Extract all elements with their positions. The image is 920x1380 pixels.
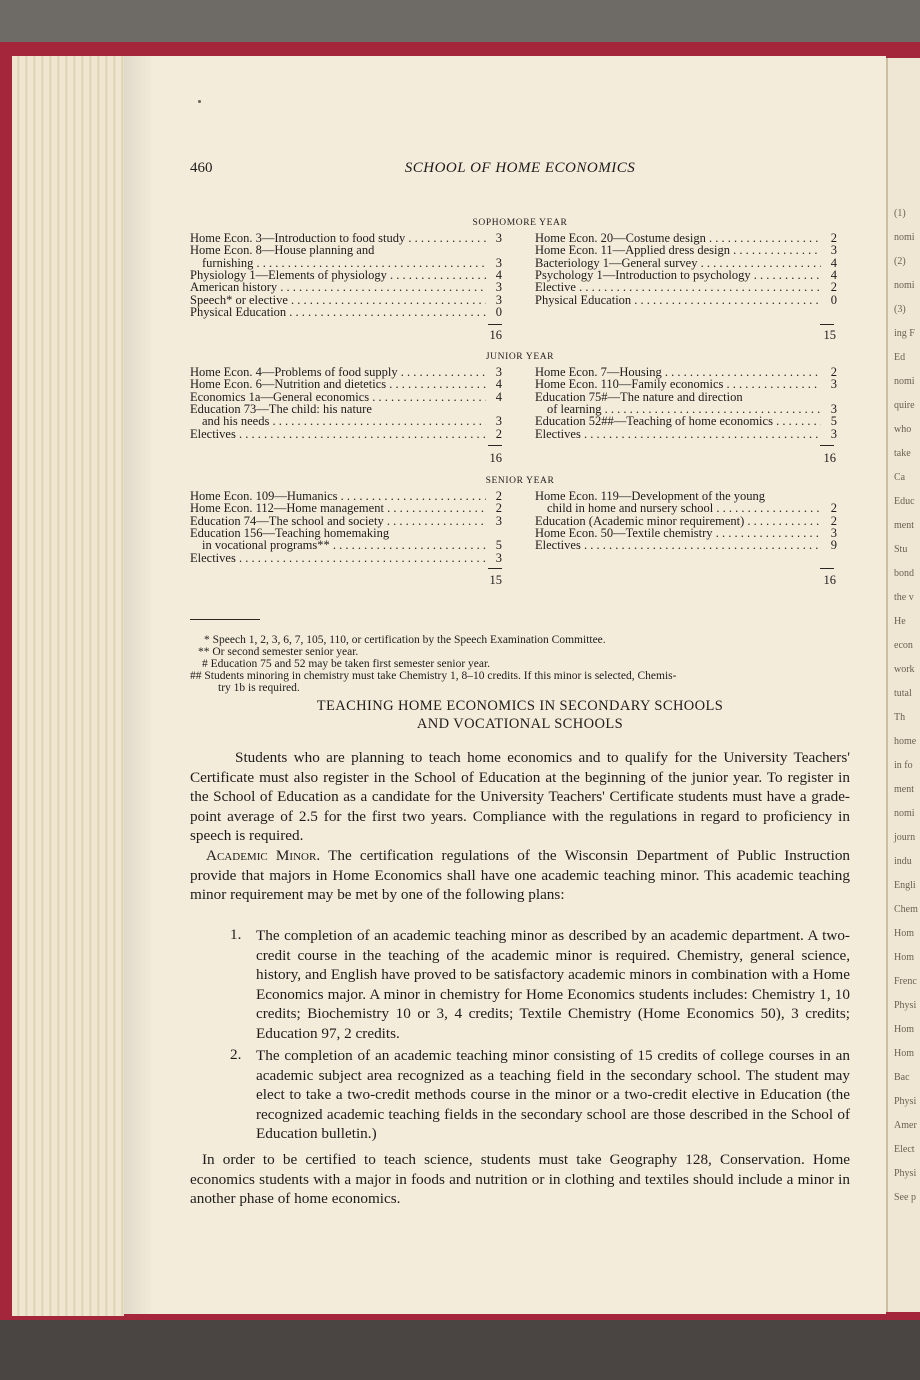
sophomore-right-total-rule	[820, 324, 834, 325]
plan-text: The completion of an academic teaching minor as described by an academic department. A two-credit course in the teaching of the academic minor is required. Chemistry, general science, history, and English have proved to be satisfactory academic minors in combination with a Home Economics major. A minor in chemistry for Home Economics students includes: Chemistry 1, 10 credits; Biochemistry 10 or 3, 4 credits; Textile Chemistry (Home Economics 50), 3 credits; Education 97, 2 credits.	[256, 927, 850, 1042]
course-credits: 9	[830, 538, 837, 553]
course-row	[190, 428, 502, 441]
course-title: Education 156—Teaching homemaking	[190, 526, 390, 540]
facing-page-fragment: indu	[894, 856, 912, 867]
course-row	[535, 539, 837, 552]
section-heading: TEACHING HOME ECONOMICS IN SECONDARY SCHOOLS	[316, 698, 724, 714]
course-credits: 3	[495, 513, 502, 528]
course-credits: 3	[495, 365, 502, 379]
facing-page-fragment: He	[894, 616, 906, 627]
course-credits: 4	[830, 267, 837, 282]
junior-right-total: 16	[823, 451, 836, 465]
facing-page-fragment: Engli	[894, 880, 916, 891]
facing-page-fragment: Hom	[894, 952, 914, 963]
course-title: Home Econ. 8—House planning and	[190, 244, 375, 258]
course-row	[190, 378, 502, 391]
intro-paragraph: Students who are planning to teach home economics and to qualify for the University Teachers' Certificate must also register in the School of Education at the beginning of the junior year. To register in the School of Education as a candidate for the University Teachers' Certificate students must have a grade-point average of 2.5 for the first two years. Compliance with the regulations in regard to proficiency in speech is required.	[190, 749, 850, 845]
course-title: Electives . . .	[535, 428, 821, 441]
course-title: Home Econ. 119—Development of the young	[535, 490, 766, 503]
facing-page-fragment: Physi	[894, 1168, 917, 1179]
course-title: Electives . . .	[535, 539, 821, 552]
course-row	[190, 403, 502, 416]
junior-year-header: JUNIOR YEAR	[485, 352, 555, 362]
course-title: Home Econ. 4—Problems of food supply . . .	[190, 366, 486, 379]
course-row	[535, 281, 837, 294]
facing-page-fragment: Hom	[894, 928, 914, 939]
course-credits: 0	[495, 304, 502, 319]
course-title: Home Econ. 11—Applied dress design . . .	[535, 244, 821, 257]
senior-right-total-rule	[820, 568, 834, 569]
course-row	[190, 515, 502, 528]
course-credits: 3	[495, 550, 502, 565]
sophomore-right-total: 15	[823, 328, 836, 342]
senior-right-total: 16	[823, 573, 836, 587]
course-row	[190, 490, 502, 503]
facing-page-fragment: nomi	[894, 280, 915, 291]
course-title: Psychology 1—Introduction to psychology . . .	[535, 269, 821, 282]
course-title: Home Econ. 110—Family economics . . .	[535, 378, 821, 391]
course-title: Electives . . .	[190, 428, 486, 441]
course-title: Home Econ. 3—Introduction to food study . . .	[190, 232, 486, 245]
facing-page-fragment: Hom	[894, 1048, 914, 1059]
course-title: of learning . . .	[535, 403, 821, 416]
page-number: 460	[190, 160, 213, 176]
course-credits: 3	[495, 414, 502, 429]
course-title: Physical Education . . .	[190, 306, 486, 319]
facing-page-fragment: Chem	[894, 904, 918, 915]
course-credits: 4	[495, 377, 502, 392]
facing-page-fragment: Th	[894, 712, 906, 723]
facing-page-fragment: Bac	[894, 1072, 910, 1083]
course-row	[535, 366, 837, 379]
course-title: Education 73—The child: his nature	[190, 402, 372, 416]
course-row	[535, 257, 837, 270]
facing-page-fragment: Physi	[894, 1096, 917, 1107]
facing-page-fragment: home	[894, 736, 917, 747]
course-title: Education (Academic minor requirement) . . .	[535, 515, 821, 528]
course-row	[535, 428, 837, 441]
course-credits: 2	[495, 489, 502, 503]
course-row	[535, 294, 837, 307]
facing-page-fragment: in fo	[894, 760, 913, 771]
course-row	[190, 527, 502, 540]
facing-page-fragment: Amer	[894, 1120, 917, 1131]
course-title: Physiology 1—Elements of physiology . . .	[190, 269, 486, 282]
course-row	[190, 415, 502, 428]
course-row	[190, 366, 502, 379]
course-row	[535, 515, 837, 528]
course-row	[190, 281, 502, 294]
footnote: try 1b is required.	[218, 682, 300, 694]
facing-page-fragment: the v	[894, 592, 914, 603]
sophomore-left-total: 16	[489, 328, 502, 342]
course-title: Electives . . .	[190, 552, 486, 565]
sophomore-left-total-rule	[488, 324, 502, 325]
course-title: Economics 1a—General economics . . .	[190, 391, 486, 404]
course-row	[535, 244, 837, 257]
course-credits: 4	[495, 267, 502, 282]
course-row	[190, 232, 502, 245]
facing-page-fragment: tutal	[894, 688, 912, 699]
course-credits: 2	[830, 280, 837, 295]
facing-page-fragment: quire	[894, 400, 915, 411]
course-credits: 2	[830, 501, 837, 516]
course-row	[535, 391, 837, 404]
course-row	[190, 257, 502, 270]
academic-minor-paragraph	[190, 846, 850, 905]
plan-number: 1.	[230, 926, 242, 943]
course-credits: 3	[830, 525, 837, 540]
facing-page-fragment: nomi	[894, 376, 915, 387]
facing-page-fragment: ment	[894, 784, 914, 795]
course-credits: 3	[495, 255, 502, 270]
course-credits: 2	[495, 501, 502, 516]
course-credits: 3	[495, 292, 502, 307]
facing-page-fragment: journ	[894, 832, 916, 843]
course-credits: 3	[830, 377, 837, 392]
course-title: Home Econ. 50—Textile chemistry . . .	[535, 527, 821, 540]
course-title: Home Econ. 109—Humanics . . .	[190, 490, 486, 503]
course-row	[190, 244, 502, 257]
course-row	[190, 391, 502, 404]
course-credits: 4	[495, 389, 502, 404]
facing-page-fragment: (1)	[894, 208, 906, 219]
course-title: American history . . .	[190, 281, 486, 294]
facing-page-fragment: Ed	[894, 352, 906, 363]
facing-page-fragment: Educ	[894, 496, 915, 507]
footnote: * Speech 1, 2, 3, 6, 7, 105, 110, or certification by the Speech Examination Committee.	[204, 634, 606, 646]
facing-page-fragment: Stu	[894, 544, 908, 555]
course-row	[535, 415, 837, 428]
course-row	[535, 232, 837, 245]
course-credits: 2	[830, 231, 837, 245]
junior-left-total: 16	[489, 451, 502, 465]
course-title: Education 52##—Teaching of home economics . . .	[535, 415, 821, 428]
closing-paragraph: In order to be certified to teach science, students must take Geography 128, Conservation. Home economics students with a major in foods and nutrition or in clothing and textiles should include a minor in another phase of home economics.	[190, 1151, 850, 1208]
course-row	[190, 552, 502, 565]
facing-page-fragment: take	[894, 448, 911, 459]
course-row	[190, 306, 502, 319]
facing-page-fragment: Frenc	[894, 976, 917, 987]
course-credits: 3	[495, 280, 502, 295]
course-row	[190, 502, 502, 515]
facing-page-fragment: Elect	[894, 1144, 915, 1155]
facing-page-fragment: See p	[894, 1192, 916, 1203]
course-title: furnishing . . .	[190, 257, 486, 270]
footnote: # Education 75 and 52 may be taken first semester senior year.	[202, 658, 491, 670]
course-credits: 5	[830, 414, 837, 429]
course-credits: 3	[830, 243, 837, 258]
footnote: ## Students minoring in chemistry must take Chemistry 1, 8–10 credits. If this minor is selected, Chemis-	[190, 670, 677, 682]
facing-page-fragment: work	[894, 664, 915, 675]
senior-left-total: 15	[489, 573, 502, 587]
course-title: Home Econ. 20—Costume design . . .	[535, 232, 821, 245]
course-title: Home Econ. 7—Housing . . .	[535, 366, 821, 379]
senior-year-header: SENIOR YEAR	[485, 476, 555, 486]
facing-page-fragment: econ	[894, 640, 913, 651]
course-row	[535, 490, 837, 503]
facing-page-fragment: nomi	[894, 808, 915, 819]
course-credits: 4	[830, 255, 837, 270]
course-row	[190, 294, 502, 307]
facing-page-fragment: bond	[894, 568, 914, 579]
facing-page-fragment: (3)	[894, 304, 906, 315]
facing-page-fragment: Physi	[894, 1000, 917, 1011]
course-row	[535, 403, 837, 416]
footnote: ** Or second semester senior year.	[198, 646, 359, 658]
course-row	[535, 502, 837, 515]
course-title: Elective . . .	[535, 281, 821, 294]
footnote-rule	[190, 619, 260, 620]
course-credits: 2	[830, 365, 837, 379]
facing-page-fragment: Ca	[894, 472, 906, 483]
facing-page-fragment: who	[894, 424, 912, 435]
running-head: SCHOOL OF HOME ECONOMICS	[404, 160, 636, 176]
course-title: child in home and nursery school . . .	[535, 502, 821, 515]
course-title: Education 74—The school and society . . .	[190, 515, 486, 528]
course-credits: 5	[495, 538, 502, 553]
academic-minor-label: Academic Minor.	[206, 847, 321, 864]
facing-page-fragment: nomi	[894, 232, 915, 243]
course-credits: 0	[830, 292, 837, 307]
course-title: Bacteriology 1—General survey . . .	[535, 257, 821, 270]
academic-minor-text: The certification regulations of the Wisconsin Department of Public Instruction provide that majors in Home Economics shall have one academic teaching minor. This academic teaching minor requirement may be met by one of the following plans:	[190, 847, 851, 904]
course-title: in vocational programs** . . .	[190, 539, 486, 552]
course-credits: 3	[830, 426, 837, 441]
course-title: Education 75#—The nature and direction	[535, 390, 743, 404]
course-row	[535, 269, 837, 282]
course-credits: 2	[830, 513, 837, 528]
course-title: Physical Education . . .	[535, 294, 821, 307]
junior-right-total-rule	[820, 445, 834, 446]
course-credits: 3	[830, 401, 837, 416]
course-row	[190, 539, 502, 552]
course-credits: 3	[495, 231, 502, 245]
facing-page-fragment: ing F	[894, 328, 915, 339]
course-row	[535, 378, 837, 391]
course-row	[535, 527, 837, 540]
course-credits: 2	[495, 426, 502, 441]
facing-page-fragment: ment	[894, 520, 914, 531]
senior-left-total-rule	[488, 568, 502, 569]
section-heading-line2: AND VOCATIONAL SCHOOLS	[416, 716, 624, 732]
plan-text: The completion of an academic teaching minor consisting of 15 credits of college courses in an academic subject area recognized as a teaching field in the secondary school. The student may elect to take a two-credit methods course in the minor or a two-credit elective in Education (the recognized academic teaching fields in the secondary school are those described in the School of Education bulletin.)	[256, 1047, 850, 1143]
course-title: Speech* or elective . . .	[190, 294, 486, 307]
course-title: and his needs . . .	[190, 415, 486, 428]
junior-left-total-rule	[488, 445, 502, 446]
sophomore-year-header: SOPHOMORE YEAR	[472, 218, 568, 228]
paper-speck	[198, 100, 201, 103]
course-title: Home Econ. 112—Home management . . .	[190, 502, 486, 515]
facing-page-fragment: (2)	[894, 256, 906, 267]
course-title: Home Econ. 6—Nutrition and dietetics . . .	[190, 378, 486, 391]
course-row	[190, 269, 502, 282]
plan-number: 2.	[230, 1046, 242, 1063]
facing-page-fragment: Hom	[894, 1024, 914, 1035]
